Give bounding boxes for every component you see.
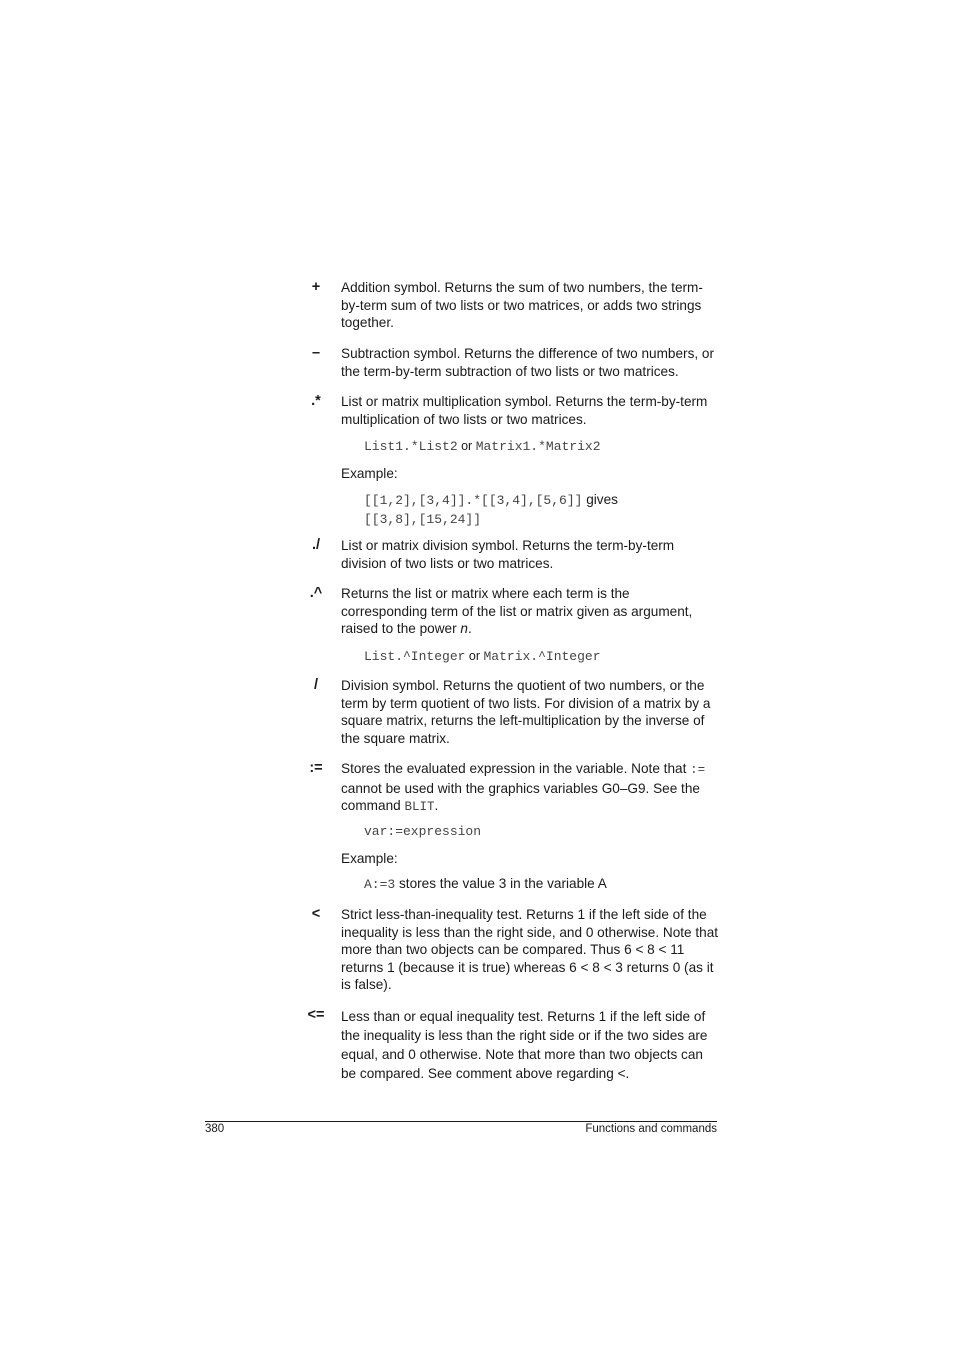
- text-part: Stores the evaluated expression in the variable. Note that: [341, 761, 691, 776]
- description-dot-divide: [341, 537, 719, 572]
- description-text: List or matrix division symbol. Returns the term-by-term division of two lists or two matrices.: [341, 538, 675, 571]
- description-division: [341, 677, 719, 747]
- description-less-than: [341, 906, 719, 994]
- description-text: [341, 585, 719, 638]
- syntax-code: Matrix1.*Matrix2: [475, 439, 601, 454]
- description-text: Subtraction symbol. Returns the difference of two numbers, or the term-by-term subtraction of two lists or two matrices.: [341, 346, 715, 379]
- syntax-dot-power: [364, 647, 601, 666]
- description-dot-multiply: [341, 393, 719, 428]
- symbol-dot-power: .^: [309, 585, 323, 601]
- example-store: [364, 875, 607, 894]
- text-part: .: [434, 798, 439, 814]
- symbol-less-equal: <=: [307, 1007, 325, 1023]
- running-footer-section: Functions and commands: [585, 1123, 717, 1135]
- footer-rule: [205, 1121, 717, 1122]
- syntax-dot-multiply: [364, 437, 601, 456]
- description-subtraction: [341, 345, 719, 380]
- example-text: stores the value 3 in the variable A: [395, 876, 607, 891]
- example-code: A:=3: [364, 877, 396, 892]
- description-dot-power: [341, 585, 719, 638]
- text-part: cannot be used with the graphics variables G0–G9. See the command: [341, 780, 700, 814]
- description-addition: [341, 279, 719, 332]
- description-store: [341, 760, 719, 817]
- symbol-minus: –: [311, 345, 321, 361]
- page-number: 380: [205, 1123, 225, 1135]
- syntax-code: List1.*List2: [364, 439, 458, 454]
- symbol-store: :=: [309, 760, 323, 776]
- description-less-equal: [341, 1007, 719, 1083]
- symbol-plus: +: [311, 279, 321, 295]
- example-gives: gives: [582, 492, 618, 507]
- description-text: Less than or equal inequality test. Returns 1 if the left side of the inequality is less than the right side or if the two sides are equal, and 0 otherwise. Note that more than two objects can be compared. See comment above regarding <.: [341, 1009, 708, 1081]
- description-text: Addition symbol. Returns the sum of two numbers, the term-by-term sum of two lists or two matrices, or adds two strings together.: [341, 280, 703, 331]
- example-label: Example:: [341, 466, 398, 481]
- example-code: [[1,2],[3,4]].*[[3,4],[5,6]]: [364, 493, 583, 508]
- text-italic-n: n: [460, 621, 468, 637]
- example-result: [[3,8],[15,24]]: [364, 511, 482, 527]
- symbol-less-than: <: [311, 906, 321, 922]
- symbol-dot-multiply: .*: [311, 393, 321, 409]
- symbol-divide: /: [313, 677, 319, 693]
- description-text: [341, 760, 719, 817]
- symbol-dot-divide: ./: [311, 537, 321, 553]
- syntax-code: Matrix.^Integer: [483, 649, 601, 664]
- syntax-store: [364, 822, 481, 841]
- example-label: Example:: [341, 851, 398, 866]
- description-text: List or matrix multiplication symbol. Returns the term-by-term multiplication of two lists or two matrices.: [341, 394, 708, 427]
- inline-code: BLIT: [404, 800, 435, 815]
- syntax-code: var:=expression: [364, 824, 482, 839]
- syntax-code: List.^Integer: [364, 649, 466, 664]
- syntax-or: or: [465, 649, 484, 663]
- description-text: Division symbol. Returns the quotient of two numbers, or the term by term quotient of two lists. For division of a matrix by a square matrix, returns the left-multiplication by the inverse of the square matrix.: [341, 678, 711, 746]
- example-dot-multiply: [364, 491, 618, 528]
- text-part: .: [467, 621, 472, 637]
- text-part: Returns the list or matrix where each term is the corresponding term of the list or matrix given as argument, raised to the power: [341, 586, 693, 637]
- description-text: Strict less-than-inequality test. Returns 1 if the left side of the inequality is less than the right side, and 0 otherwise. Note that more than two objects can be compared. Thus 6 < 8 < 11 returns 1 (because it is true) whereas 6 < 8 < 3 returns 0 (as it is false).: [341, 907, 719, 993]
- inline-code: :=: [690, 763, 706, 777]
- syntax-or: or: [457, 439, 476, 453]
